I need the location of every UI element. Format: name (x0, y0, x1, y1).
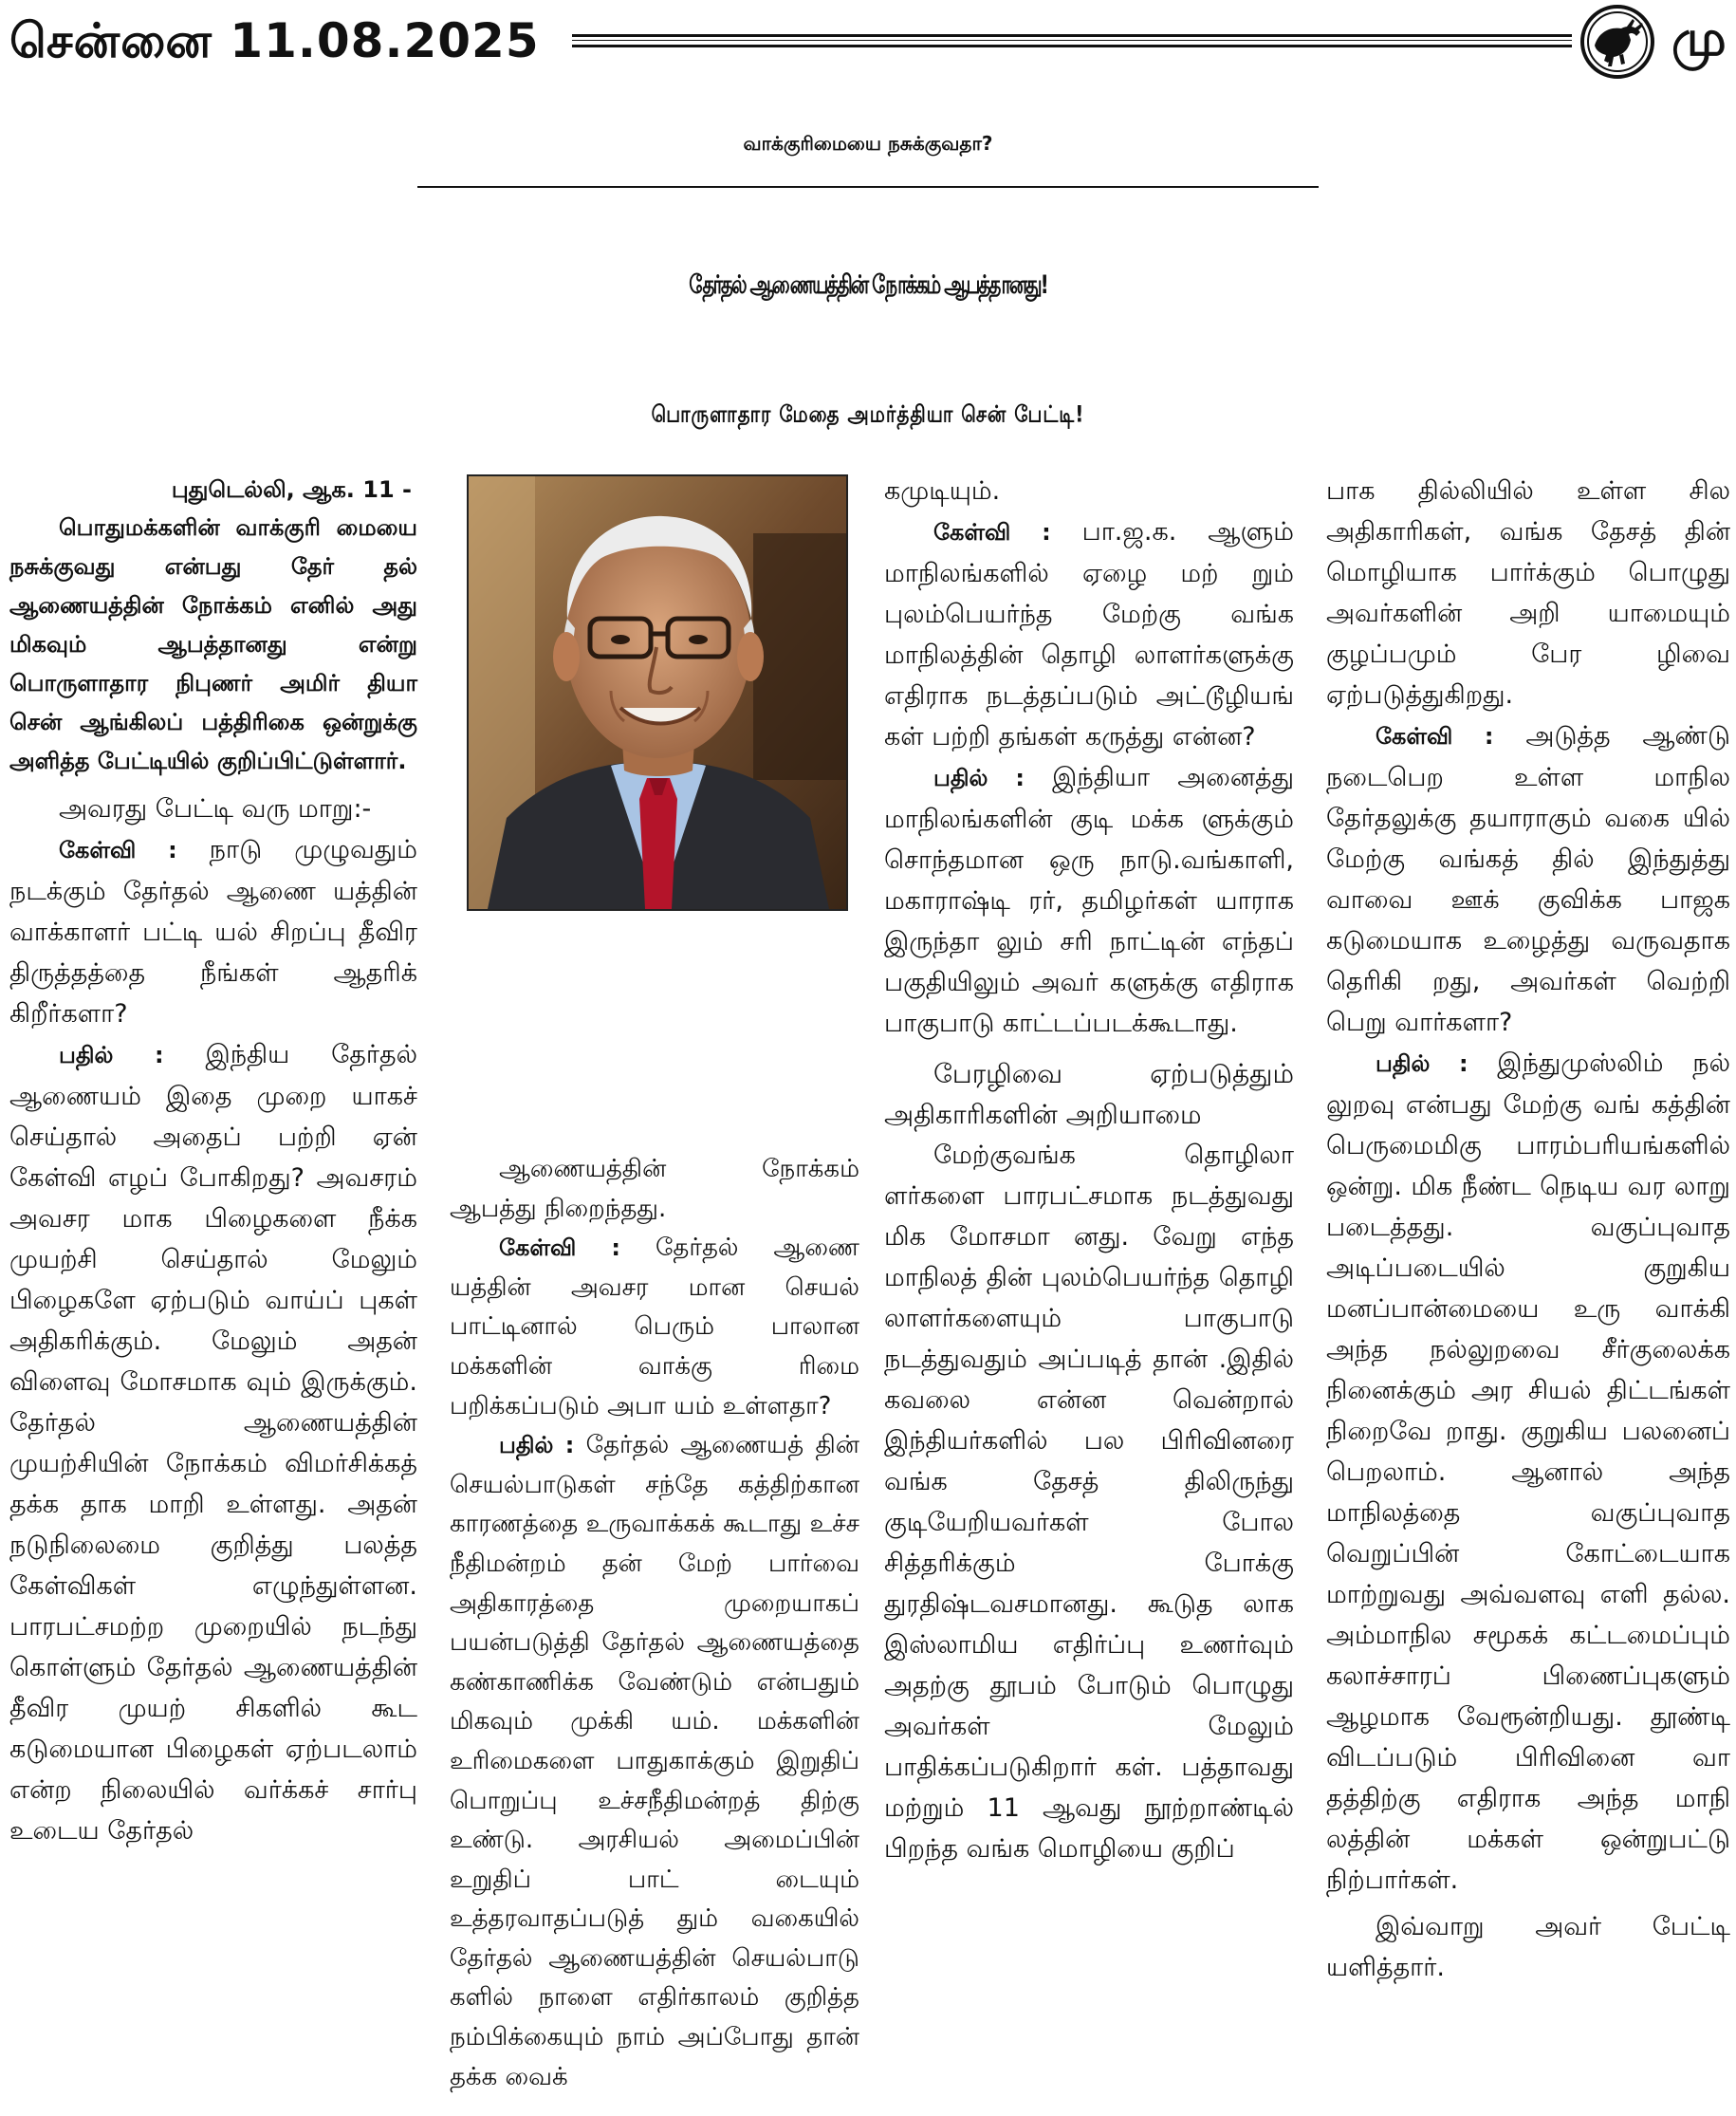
closing-line: இவ்வாறு அவர் பேட்டி யளித்தார். (1326, 1912, 1730, 1982)
question-1 (9, 829, 417, 1034)
question-4 (1326, 715, 1730, 1043)
dateline: சென்னை 11.08.2025 (9, 13, 540, 68)
answer-text: தேர்தல் ஆணையத் தின் செயல்பாடுகள் சந்தே கத்திற்கான காரணத்தை உருவாக்கக் கூடாது உச்ச நீதிமன்றம் தன் மேற் பார்வை அதிகாரத்தை முறையாகப் பயன்படுத்தி தேர்தல் ஆணையத்தை கண்காணிக்க வேண்டும் என்பதும் மிகவும் முக்கி யம். மக்களின் உரிமைகளை பாதுகாக்கும் இறுதிப் பொறுப்பு உச்சநீதிமன்றத் திற்கு உண்டு. அரசியல் அமைப்பின் உறுதிப் பாட் டையும் உத்தரவாதப்படுத் தும் வகையில் தேர்தல் ஆணையத்தின் செயல்பாடு களில் நாளை எதிர்காலம் குறித்த நம்பிக்கையும் நாம் அப்போது தான் தக்க வைக் (450, 1431, 859, 2091)
answer-4 (1326, 1043, 1730, 1901)
answer-label: பதில் : (1376, 1050, 1468, 1077)
answer-2-continued: கமுடியும். (884, 476, 1001, 506)
article-lead: அவரது பேட்டி வரு மாறு:- (59, 794, 372, 824)
answer-1 (9, 1034, 417, 1851)
question-text: அடுத்த ஆண்டு நடைபெற உள்ள மாநில தேர்தலுக்கு தயாராகும் வகை யில் மேற்கு வங்கத் தில் இந்துத்து வாவை ஊக் குவிக்க பாஜக கடுமையாக உழைத்து வருவதாக தெரிகி றது, அவர்கள் வெற்றி பெறு வார்களா? (1326, 721, 1731, 1037)
question-label: கேள்வி : (1376, 723, 1494, 750)
answer-label: பதில் : (499, 1432, 575, 1459)
question-label: கேள்வி : (933, 519, 1051, 546)
answer-3 (884, 757, 1294, 1044)
article-intro: பொதுமக்களின் வாக்குரி மையை நசுக்குவது என்பது தேர் தல் ஆணையத்தின் நோக்கம் எனில் அது மிகவும் ஆபத்தானது என்று பொருளாதார நிபுணர் அமிர் தியா சென் ஆங்கிலப் பத்திரிகை ஒன்றுக்கு அளித்த பேட்டியில் குறிப்பிட்டுள்ளார். (9, 514, 417, 774)
masthead-rule (572, 34, 1572, 47)
question-label: கேள்வி : (499, 1234, 621, 1262)
answer-label: பதில் : (59, 1042, 164, 1068)
article-byline: புதுடெல்லி, ஆக. 11 - (171, 476, 412, 503)
portrait-photo (467, 474, 848, 911)
article-column-1 (9, 471, 417, 1851)
paragraph-3: மேற்குவங்க தொழிலா ளர்களை பாரபட்சமாக நடத்துவது மிக மோசமா னது. வேறு எந்த மாநிலத் தின் புலம்பெயர்ந்த தொழி லாளர்களையும் பாகுபாடு நடத்துவதும் அப்படித் தான் .இதில் கவலை என்ன வென்றால் இந்தியர்களில் பல பிரிவினரை வங்க தேசத் திலிருந்து குடியேறியவர்கள் போல சித்தரிக்கும் போக்கு துரதிஷ்டவசமானது. கூடுத லாக இஸ்லாமிய எதிர்ப்பு உணர்வும் அதற்கு தூபம் போடும் பொழுது அவர்கள் மேலும் பாதிக்கப்படுகிறார் கள். பத்தாவது மற்றும் 11 ஆவது நூற்றாண்டில் பிறந்த வங்க மொழியை குறிப் (884, 1141, 1294, 1864)
question-label: கேள்வி : (59, 837, 177, 863)
main-headline: தேர்தல் ஆணையத்தின் நோக்கம் ஆபத்தானது! (689, 269, 1047, 300)
answer-label: பதில் : (933, 765, 1025, 791)
answer-text: இந்தியா அனைத்து மாநிலங்களின் குடி மக்க ளுக்கும் சொந்தமான ஒரு நாடு.வங்காளி, மகாராஷ்டி ரர், தமிழர்கள் யாராக இருந்தா லும் சரி நாட்டின் எந்தப் பகுதியிலும் அவர் களுக்கு எதிராக பாகுபாடு காட்டப்படக்கூடாது. (884, 763, 1294, 1038)
sub-headline: பொருளாதார மேதை அமர்த்தியா சென் பேட்டி! (651, 399, 1085, 428)
kicker-headline: வாக்குரிமையை நசுக்குவதா? (743, 132, 993, 155)
question-text: தேர்தல் ஆணை யத்தின் அவசர மான செயல் பாட்டினால் பெரும் பாலான மக்களின் வாக்கு ரிமை பறிக்கப்படும் அபா யம் உள்ளதா? (450, 1234, 860, 1420)
masthead (0, 0, 1736, 84)
masthead-title-fragment: மு (1671, 10, 1727, 67)
question-2 (450, 1229, 859, 1426)
inline-subheading: பேரழிவை ஏற்படுத்தும் அதிகாரிகளின் அறியாமை (884, 1058, 1294, 1130)
question-3 (884, 511, 1294, 757)
question-text: நாடு முழுவதும் நடக்கும் தேர்தல் ஆணை யத்தின் வாக்காளர் பட்டி யல் சிறப்பு தீவிர திருத்தத்தை நீங்கள் ஆதரிக் கிறீர்களா? (9, 835, 417, 1029)
article-column-4 (1326, 471, 1730, 1988)
answer-text: இந்திய தேர்தல் ஆணையம் இதை முறை யாகச் செய்தால் அதைப் பற்றி ஏன் கேள்வி எழப் போகிறது? அவசரம் அவசர மாக பிழைகளை நீக்க முயற்சி செய்தால் மேலும் பிழைகளே ஏற்படும் வாய்ப் புகள் அதிகரிக்கும். மேலும் அதன் விளைவு மோசமாக வும் இருக்கும். தேர்தல் ஆணையத்தின் முயற்சியின் நோக்கம் விமர்சிக்கத் தக்க தாக மாறி உள்ளது. அதன் நடுநிலைமை குறித்து பலத்த கேள்விகள் எழுந்துள்ளன. பாரபட்சமற்ற முறையில் நடந்து கொள்ளும் தேர்தல் ஆணையத்தின் தீவிர முயற் சிகளில் கூட கடுமையான பிழைகள் ஏற்படலாம் என்ற நிலையில் வர்க்கச் சார்பு உடைய தேர்தல் (9, 1040, 417, 1846)
paragraph-3-continued: பாக தில்லியில் உள்ள சில அதிகாரிகள், வங்க தேசத் தின் மொழியாக பார்க்கும் பொழுது அவர்களின் அறி யாமையும் குழப்பமும் பேர ழிவை ஏற்படுத்துகிறது. (1326, 476, 1730, 710)
portrait-illustration (469, 476, 846, 909)
kicker-underline (417, 186, 1319, 188)
article-column-3 (884, 471, 1294, 1869)
article-column-2 (450, 1150, 859, 2097)
bull-emblem-icon (1579, 4, 1655, 80)
answer-2 (450, 1426, 859, 2097)
answer-text: இந்துமுஸ்லிம் நல் லுறவு என்பது மேற்கு வங் கத்தின் பெருமைமிகு பாரம்பரியங்களில் ஒன்று. மிக நீண்ட நெடிய வர லாறு படைத்தது. வகுப்புவாத அடிப்படையில் குறுகிய மனப்பான்மையை உரு வாக்கி அந்த நல்லுறவை சீர்குலைக்க நினைக்கும் அர சியல் திட்டங்கள் நிறைவே றாது. குறுகிய பலனைப் பெறலாம். ஆனால் அந்த மாநிலத்தை வகுப்புவாத வெறுப்பின் கோட்டையாக மாற்றுவது அவ்வளவு எளி தல்ல. அம்மாநில சமூகக் கட்டமைப்பும் கலாச்சாரப் பிணைப்புகளும் ஆழமாக வேரூன்றியது. தூண்டி விடப்படும் பிரிவினை வா தத்திற்கு எதிராக அந்த மாநி லத்தின் மக்கள் ஒன்றுபட்டு நிற்பார்கள். (1326, 1049, 1730, 1895)
answer-1-continued: ஆணையத்தின் நோக்கம் ஆபத்து நிறைந்தது. (450, 1155, 859, 1223)
question-text: பா.ஜ.க. ஆளும் மாநிலங்களில் ஏழை மற் றும் புலம்பெயர்ந்த மேற்கு வங்க மாநிலத்தின் தொழி லாளர்களுக்கு எதிராக நடத்தப்படும் அட்டூழியங் கள் பற்றி தங்கள் கருத்து என்ன? (884, 517, 1294, 752)
